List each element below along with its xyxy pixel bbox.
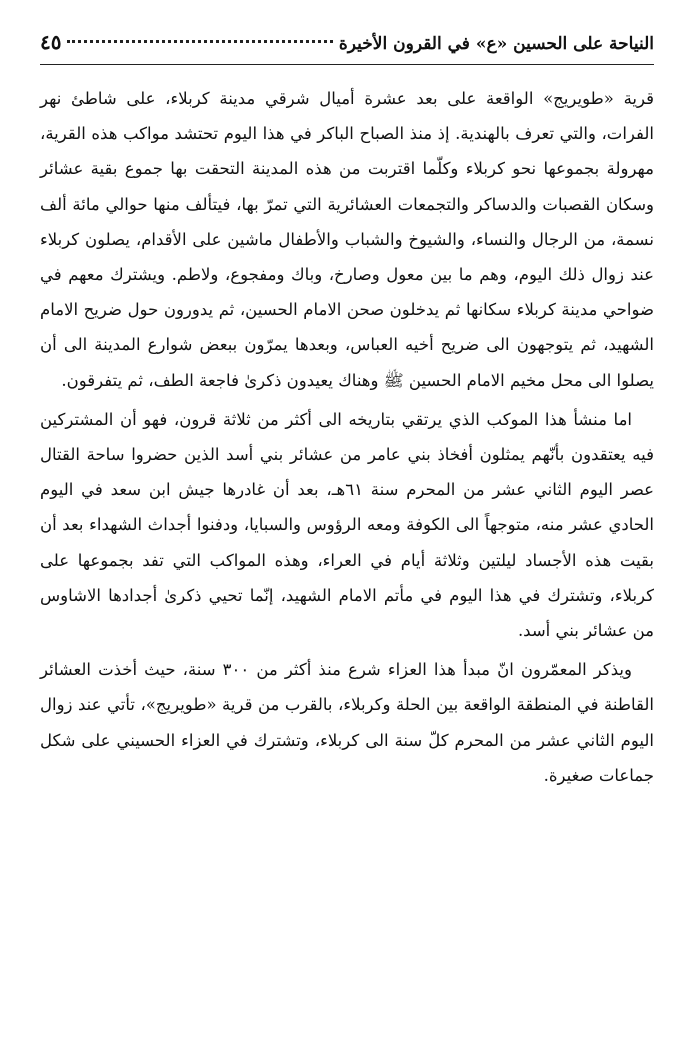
paragraph-2: اما منشأ هذا الموكب الذي يرتقي بتاريخه الى أكثر من ثلاثة قرون، فهو أن المشتركين فيه يعتقدون بأنّهم يمثلون أفخاذ بني عامر من عشائر بني أسد الذين حضروا ساحة القتال عصر اليوم الثاني عشر من المحرم سنة ٦١هـ، بعد أن غادرها جيش ابن سعد في اليوم الحادي عشر منه، متوجهاً الى الكوفة ومعه الرؤوس والسبايا، ودفنوا أجداث الشهداء بعد أن بقيت هذه الأجساد ليلتين وثلاثة أيام في العراء، وهذه المواكب التي تفد بجموعها على كربلاء، وتشترك في هذا اليوم في مأتم الامام الشهيد، إنّما تحيي ذكرىٰ أجدادها الاشاوس من عشائر بني أسد. bbox=[40, 409, 654, 641]
paragraph-3: ويذكر المعمّرون انّ مبدأ هذا العزاء شرع منذ أكثر من ٣٠٠ سنة، حيث أخذت العشائر القاطنة في المنطقة الواقعة بين الحلة وكربلاء، بالقرب من قرية «طويريج»، تأتي عند زوال اليوم الثاني عشر من المحرم كلّ سنة الى كربلاء، وتشترك في العزاء الحسيني على شكل جماعات صغيرة. bbox=[40, 660, 654, 785]
page-number: ٤٥ bbox=[40, 30, 62, 54]
paragraph-1: قرية «طويريج» الواقعة على بعد عشرة أميال شرقي مدينة كربلاء، على شاطئ نهر الفرات، والتي تعرف بالهندية. إذ منذ الصباح الباكر في هذا اليوم تحتشد مواكب هذه القرية، مهرولة بجموعها نحو كربلاء وكلّما اقتربت من هذه المدينة التحقت بها جموع بقية عشائر وسكان القصبات والدساكر والتجمعات العشائرية التي تمرّ بها، فيتألف منها حوالي مائة ألف نسمة، من الرجال والنساء، والشيوخ والشباب والأطفال ماشين على الأقدام، يصلون كربلاء عند زوال ذلك اليوم، وهم ما بين معول وصارخ، وباك ومفجوع، ولاطم. ويشترك معهم في ضواحي مدينة كربلاء سكانها ثم يدخلون صحن الامام الحسين، ثم يدورون حول ضريح الامام الشهيد، ثم يتوجهون الى ضريح أخيه العباس، وبعدها يمرّون ببعض شوارع المدينة الى أن يصلوا الى محل مخيم الامام الحسين ﷺ وهناك يعيدون ذكرىٰ فاجعة الطف، ثم يتفرقون. bbox=[40, 89, 654, 390]
page-body bbox=[40, 81, 654, 793]
page-header bbox=[40, 28, 654, 65]
running-title: النياحة على الحسين «ع» في القرون الأخيرة bbox=[338, 34, 654, 54]
book-page bbox=[40, 28, 654, 797]
dot-leader bbox=[67, 40, 332, 43]
